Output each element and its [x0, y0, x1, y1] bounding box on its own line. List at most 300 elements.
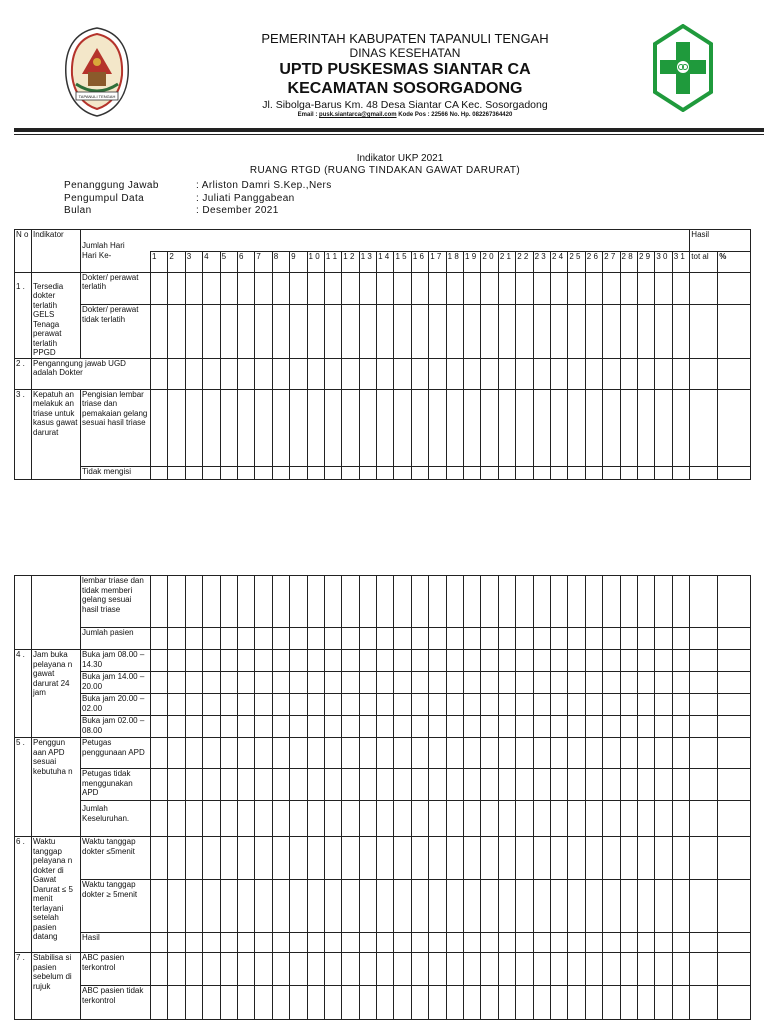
day-cell[interactable] [272, 738, 289, 769]
day-cell[interactable] [516, 650, 533, 672]
day-cell[interactable] [568, 986, 585, 1020]
day-cell[interactable] [237, 650, 254, 672]
total-cell[interactable] [690, 272, 718, 305]
day-cell[interactable] [377, 880, 394, 933]
day-cell[interactable] [203, 389, 220, 466]
day-cell[interactable] [516, 738, 533, 769]
day-cell[interactable] [185, 880, 202, 933]
day-cell[interactable] [237, 837, 254, 880]
percent-cell[interactable] [718, 305, 751, 358]
day-cell[interactable] [637, 986, 654, 1020]
day-cell[interactable] [272, 880, 289, 933]
day-cell[interactable] [203, 880, 220, 933]
day-cell[interactable] [394, 986, 411, 1020]
day-cell[interactable] [237, 466, 254, 479]
day-cell[interactable] [255, 738, 272, 769]
total-cell[interactable] [690, 358, 718, 389]
day-cell[interactable] [151, 953, 168, 986]
day-cell[interactable] [481, 769, 498, 801]
total-cell[interactable] [690, 716, 718, 738]
percent-cell[interactable] [718, 358, 751, 389]
day-cell[interactable] [185, 272, 202, 305]
day-cell[interactable] [568, 272, 585, 305]
day-cell[interactable] [411, 628, 428, 650]
day-cell[interactable] [151, 466, 168, 479]
day-cell[interactable] [620, 880, 637, 933]
day-cell[interactable] [203, 628, 220, 650]
day-cell[interactable] [568, 933, 585, 953]
day-cell[interactable] [516, 672, 533, 694]
day-cell[interactable] [481, 672, 498, 694]
day-cell[interactable] [220, 837, 237, 880]
day-cell[interactable] [446, 305, 463, 358]
day-cell[interactable] [672, 986, 689, 1020]
day-cell[interactable] [620, 837, 637, 880]
day-cell[interactable] [185, 466, 202, 479]
day-cell[interactable] [603, 953, 620, 986]
day-cell[interactable] [272, 933, 289, 953]
day-cell[interactable] [533, 986, 550, 1020]
day-cell[interactable] [481, 716, 498, 738]
day-cell[interactable] [550, 769, 567, 801]
day-cell[interactable] [429, 880, 446, 933]
day-cell[interactable] [151, 389, 168, 466]
total-cell[interactable] [690, 694, 718, 716]
day-cell[interactable] [585, 305, 602, 358]
email-link[interactable]: pusk.siantarca@gmail.com [319, 112, 397, 118]
day-cell[interactable] [394, 837, 411, 880]
day-cell[interactable] [342, 769, 359, 801]
day-cell[interactable] [324, 769, 341, 801]
day-cell[interactable] [446, 576, 463, 628]
day-cell[interactable] [272, 358, 289, 389]
day-cell[interactable] [324, 716, 341, 738]
day-cell[interactable] [255, 986, 272, 1020]
day-cell[interactable] [411, 389, 428, 466]
day-cell[interactable] [672, 358, 690, 389]
day-cell[interactable] [672, 389, 690, 466]
day-cell[interactable] [272, 694, 289, 716]
day-cell[interactable] [620, 628, 637, 650]
percent-cell[interactable] [718, 933, 751, 953]
day-cell[interactable] [655, 716, 672, 738]
day-cell[interactable] [498, 358, 515, 389]
day-cell[interactable] [672, 466, 690, 479]
day-cell[interactable] [637, 672, 654, 694]
day-cell[interactable] [585, 672, 602, 694]
day-cell[interactable] [533, 628, 550, 650]
day-cell[interactable] [237, 389, 254, 466]
day-cell[interactable] [411, 576, 428, 628]
day-cell[interactable] [203, 272, 220, 305]
percent-cell[interactable] [718, 672, 751, 694]
day-cell[interactable] [568, 672, 585, 694]
day-cell[interactable] [516, 272, 533, 305]
percent-cell[interactable] [718, 628, 751, 650]
total-cell[interactable] [690, 305, 718, 358]
day-cell[interactable] [377, 305, 394, 358]
day-cell[interactable] [655, 576, 672, 628]
total-cell[interactable] [690, 953, 718, 986]
day-cell[interactable] [481, 358, 498, 389]
day-cell[interactable] [585, 716, 602, 738]
day-cell[interactable] [655, 953, 672, 986]
day-cell[interactable] [324, 953, 341, 986]
day-cell[interactable] [168, 628, 185, 650]
day-cell[interactable] [446, 837, 463, 880]
day-cell[interactable] [324, 933, 341, 953]
day-cell[interactable] [220, 305, 237, 358]
day-cell[interactable] [394, 576, 411, 628]
day-cell[interactable] [464, 953, 481, 986]
percent-cell[interactable] [718, 986, 751, 1020]
day-cell[interactable] [342, 628, 359, 650]
day-cell[interactable] [446, 672, 463, 694]
day-cell[interactable] [151, 933, 168, 953]
total-cell[interactable] [690, 769, 718, 801]
day-cell[interactable] [203, 986, 220, 1020]
percent-cell[interactable] [718, 576, 751, 628]
percent-cell[interactable] [718, 716, 751, 738]
day-cell[interactable] [637, 466, 654, 479]
day-cell[interactable] [464, 769, 481, 801]
day-cell[interactable] [620, 272, 637, 305]
day-cell[interactable] [220, 358, 237, 389]
day-cell[interactable] [324, 358, 341, 389]
day-cell[interactable] [603, 672, 620, 694]
day-cell[interactable] [533, 272, 550, 305]
day-cell[interactable] [237, 694, 254, 716]
percent-cell[interactable] [718, 953, 751, 986]
day-cell[interactable] [498, 933, 515, 953]
day-cell[interactable] [168, 576, 185, 628]
day-cell[interactable] [446, 466, 463, 479]
day-cell[interactable] [585, 576, 602, 628]
day-cell[interactable] [151, 628, 168, 650]
day-cell[interactable] [342, 650, 359, 672]
day-cell[interactable] [185, 986, 202, 1020]
day-cell[interactable] [672, 738, 689, 769]
day-cell[interactable] [550, 880, 567, 933]
day-cell[interactable] [568, 716, 585, 738]
day-cell[interactable] [359, 358, 376, 389]
day-cell[interactable] [550, 272, 567, 305]
day-cell[interactable] [377, 694, 394, 716]
day-cell[interactable] [272, 628, 289, 650]
day-cell[interactable] [464, 694, 481, 716]
day-cell[interactable] [672, 837, 689, 880]
day-cell[interactable] [394, 769, 411, 801]
total-cell[interactable] [690, 576, 718, 628]
day-cell[interactable] [429, 716, 446, 738]
day-cell[interactable] [672, 716, 689, 738]
day-cell[interactable] [672, 576, 689, 628]
day-cell[interactable] [290, 738, 307, 769]
day-cell[interactable] [237, 801, 254, 837]
day-cell[interactable] [168, 880, 185, 933]
day-cell[interactable] [272, 837, 289, 880]
day-cell[interactable] [533, 305, 550, 358]
day-cell[interactable] [255, 389, 272, 466]
day-cell[interactable] [185, 628, 202, 650]
day-cell[interactable] [516, 837, 533, 880]
percent-cell[interactable] [718, 694, 751, 716]
day-cell[interactable] [342, 389, 359, 466]
day-cell[interactable] [620, 716, 637, 738]
day-cell[interactable] [498, 672, 515, 694]
day-cell[interactable] [498, 305, 515, 358]
day-cell[interactable] [481, 628, 498, 650]
day-cell[interactable] [272, 389, 289, 466]
day-cell[interactable] [585, 738, 602, 769]
day-cell[interactable] [655, 628, 672, 650]
day-cell[interactable] [220, 576, 237, 628]
day-cell[interactable] [637, 358, 654, 389]
day-cell[interactable] [655, 305, 672, 358]
day-cell[interactable] [498, 953, 515, 986]
day-cell[interactable] [307, 650, 324, 672]
day-cell[interactable] [290, 837, 307, 880]
day-cell[interactable] [481, 305, 498, 358]
day-cell[interactable] [481, 933, 498, 953]
day-cell[interactable] [585, 628, 602, 650]
day-cell[interactable] [342, 953, 359, 986]
day-cell[interactable] [377, 769, 394, 801]
day-cell[interactable] [290, 272, 307, 305]
day-cell[interactable] [481, 389, 498, 466]
day-cell[interactable] [272, 716, 289, 738]
day-cell[interactable] [550, 358, 567, 389]
day-cell[interactable] [359, 650, 376, 672]
day-cell[interactable] [290, 694, 307, 716]
day-cell[interactable] [429, 986, 446, 1020]
day-cell[interactable] [394, 272, 411, 305]
day-cell[interactable] [550, 672, 567, 694]
day-cell[interactable] [516, 305, 533, 358]
day-cell[interactable] [394, 389, 411, 466]
day-cell[interactable] [585, 933, 602, 953]
day-cell[interactable] [203, 466, 220, 479]
day-cell[interactable] [603, 628, 620, 650]
day-cell[interactable] [464, 358, 481, 389]
day-cell[interactable] [342, 933, 359, 953]
day-cell[interactable] [151, 986, 168, 1020]
day-cell[interactable] [498, 272, 515, 305]
day-cell[interactable] [185, 694, 202, 716]
day-cell[interactable] [516, 801, 533, 837]
day-cell[interactable] [498, 986, 515, 1020]
day-cell[interactable] [377, 801, 394, 837]
day-cell[interactable] [324, 986, 341, 1020]
day-cell[interactable] [290, 358, 307, 389]
day-cell[interactable] [290, 953, 307, 986]
day-cell[interactable] [168, 801, 185, 837]
day-cell[interactable] [568, 769, 585, 801]
day-cell[interactable] [637, 628, 654, 650]
day-cell[interactable] [533, 672, 550, 694]
day-cell[interactable] [672, 650, 689, 672]
day-cell[interactable] [342, 716, 359, 738]
day-cell[interactable] [220, 769, 237, 801]
percent-cell[interactable] [718, 738, 751, 769]
day-cell[interactable] [377, 672, 394, 694]
day-cell[interactable] [290, 576, 307, 628]
day-cell[interactable] [237, 358, 254, 389]
day-cell[interactable] [359, 933, 376, 953]
day-cell[interactable] [637, 880, 654, 933]
day-cell[interactable] [377, 650, 394, 672]
day-cell[interactable] [429, 305, 446, 358]
day-cell[interactable] [655, 769, 672, 801]
day-cell[interactable] [377, 628, 394, 650]
day-cell[interactable] [237, 628, 254, 650]
day-cell[interactable] [272, 305, 289, 358]
total-cell[interactable] [690, 933, 718, 953]
day-cell[interactable] [342, 801, 359, 837]
day-cell[interactable] [464, 986, 481, 1020]
day-cell[interactable] [672, 694, 689, 716]
day-cell[interactable] [446, 801, 463, 837]
day-cell[interactable] [377, 837, 394, 880]
day-cell[interactable] [585, 466, 602, 479]
day-cell[interactable] [377, 738, 394, 769]
day-cell[interactable] [585, 837, 602, 880]
day-cell[interactable] [168, 986, 185, 1020]
day-cell[interactable] [237, 880, 254, 933]
day-cell[interactable] [307, 305, 324, 358]
day-cell[interactable] [307, 880, 324, 933]
day-cell[interactable] [255, 650, 272, 672]
day-cell[interactable] [550, 801, 567, 837]
day-cell[interactable] [550, 694, 567, 716]
day-cell[interactable] [168, 305, 185, 358]
day-cell[interactable] [533, 358, 550, 389]
day-cell[interactable] [429, 801, 446, 837]
day-cell[interactable] [324, 694, 341, 716]
day-cell[interactable] [411, 305, 428, 358]
day-cell[interactable] [255, 672, 272, 694]
day-cell[interactable] [637, 305, 654, 358]
day-cell[interactable] [655, 933, 672, 953]
day-cell[interactable] [255, 801, 272, 837]
day-cell[interactable] [220, 466, 237, 479]
day-cell[interactable] [498, 769, 515, 801]
day-cell[interactable] [620, 801, 637, 837]
day-cell[interactable] [255, 576, 272, 628]
day-cell[interactable] [464, 837, 481, 880]
day-cell[interactable] [151, 694, 168, 716]
day-cell[interactable] [603, 650, 620, 672]
day-cell[interactable] [237, 986, 254, 1020]
day-cell[interactable] [446, 389, 463, 466]
day-cell[interactable] [655, 801, 672, 837]
day-cell[interactable] [377, 716, 394, 738]
day-cell[interactable] [290, 880, 307, 933]
day-cell[interactable] [672, 672, 689, 694]
day-cell[interactable] [516, 628, 533, 650]
day-cell[interactable] [655, 694, 672, 716]
day-cell[interactable] [185, 576, 202, 628]
day-cell[interactable] [672, 272, 690, 305]
total-cell[interactable] [690, 389, 718, 466]
day-cell[interactable] [342, 986, 359, 1020]
day-cell[interactable] [220, 933, 237, 953]
day-cell[interactable] [672, 628, 689, 650]
day-cell[interactable] [637, 837, 654, 880]
day-cell[interactable] [342, 466, 359, 479]
day-cell[interactable] [516, 466, 533, 479]
day-cell[interactable] [220, 738, 237, 769]
day-cell[interactable] [220, 389, 237, 466]
day-cell[interactable] [307, 953, 324, 986]
day-cell[interactable] [411, 738, 428, 769]
day-cell[interactable] [603, 305, 620, 358]
day-cell[interactable] [568, 389, 585, 466]
day-cell[interactable] [516, 933, 533, 953]
day-cell[interactable] [342, 305, 359, 358]
day-cell[interactable] [620, 650, 637, 672]
day-cell[interactable] [550, 389, 567, 466]
day-cell[interactable] [168, 389, 185, 466]
day-cell[interactable] [429, 628, 446, 650]
day-cell[interactable] [307, 358, 324, 389]
day-cell[interactable] [411, 837, 428, 880]
day-cell[interactable] [377, 953, 394, 986]
day-cell[interactable] [272, 650, 289, 672]
day-cell[interactable] [620, 389, 637, 466]
day-cell[interactable] [342, 694, 359, 716]
day-cell[interactable] [185, 672, 202, 694]
day-cell[interactable] [151, 716, 168, 738]
day-cell[interactable] [359, 738, 376, 769]
day-cell[interactable] [272, 272, 289, 305]
total-cell[interactable] [690, 880, 718, 933]
day-cell[interactable] [255, 358, 272, 389]
day-cell[interactable] [568, 305, 585, 358]
day-cell[interactable] [585, 953, 602, 986]
day-cell[interactable] [394, 738, 411, 769]
day-cell[interactable] [550, 986, 567, 1020]
day-cell[interactable] [550, 933, 567, 953]
day-cell[interactable] [446, 628, 463, 650]
day-cell[interactable] [237, 716, 254, 738]
percent-cell[interactable] [718, 466, 751, 479]
day-cell[interactable] [498, 466, 515, 479]
day-cell[interactable] [220, 650, 237, 672]
day-cell[interactable] [185, 305, 202, 358]
day-cell[interactable] [237, 933, 254, 953]
day-cell[interactable] [394, 305, 411, 358]
day-cell[interactable] [550, 466, 567, 479]
day-cell[interactable] [585, 880, 602, 933]
day-cell[interactable] [185, 801, 202, 837]
day-cell[interactable] [151, 801, 168, 837]
day-cell[interactable] [568, 738, 585, 769]
day-cell[interactable] [324, 837, 341, 880]
day-cell[interactable] [533, 466, 550, 479]
day-cell[interactable] [377, 576, 394, 628]
day-cell[interactable] [359, 953, 376, 986]
day-cell[interactable] [359, 769, 376, 801]
day-cell[interactable] [603, 358, 620, 389]
day-cell[interactable] [307, 466, 324, 479]
day-cell[interactable] [481, 986, 498, 1020]
day-cell[interactable] [464, 466, 481, 479]
day-cell[interactable] [394, 628, 411, 650]
day-cell[interactable] [394, 933, 411, 953]
day-cell[interactable] [324, 880, 341, 933]
day-cell[interactable] [550, 305, 567, 358]
